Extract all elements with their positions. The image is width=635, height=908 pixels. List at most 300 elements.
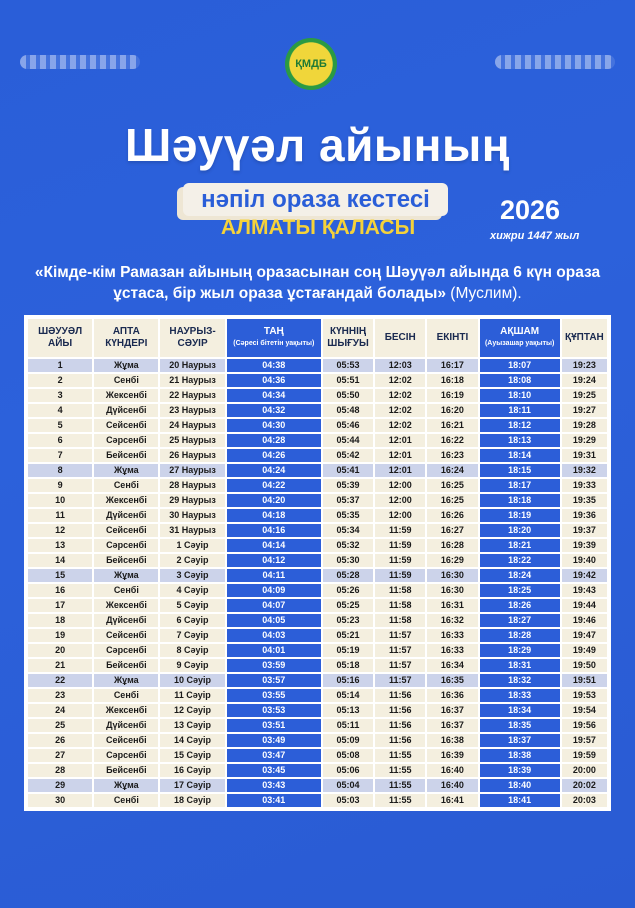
table-row: [28, 629, 607, 642]
cell-day: 17: [28, 599, 92, 612]
cell-weekday: Бейсенбі: [94, 764, 158, 777]
cell-kuptan: 19:31: [562, 449, 607, 462]
cell-kuptan: 19:39: [562, 539, 607, 552]
cell-sunrise: 05:41: [323, 464, 373, 477]
cell-aksham: 18:33: [480, 689, 560, 702]
cell-aksham: 18:37: [480, 734, 560, 747]
cell-weekday: Сейсенбі: [94, 734, 158, 747]
cell-ekinti: 16:34: [427, 659, 477, 672]
cell-day: 18: [28, 614, 92, 627]
cell-weekday: Жексенбі: [94, 494, 158, 507]
cell-day: 14: [28, 554, 92, 567]
cell-tan: 03:41: [227, 794, 321, 807]
cell-weekday: Дүйсенбі: [94, 719, 158, 732]
year: 2026: [500, 195, 561, 225]
cell-day: 4: [28, 404, 92, 417]
cell-aksham: 18:29: [480, 644, 560, 657]
cell-date: 9 Сәуір: [160, 659, 224, 672]
cell-kuptan: 19:36: [562, 509, 607, 522]
cell-besin: 12:01: [375, 449, 425, 462]
table-row: [28, 599, 607, 612]
cell-besin: 11:58: [375, 614, 425, 627]
cell-besin: 12:02: [375, 374, 425, 387]
cell-kuptan: 19:33: [562, 479, 607, 492]
cell-date: 3 Сәуір: [160, 569, 224, 582]
cell-sunrise: 05:23: [323, 614, 373, 627]
table-row: [28, 494, 607, 507]
cell-date: 2 Сәуір: [160, 554, 224, 567]
cell-kuptan: 19:57: [562, 734, 607, 747]
cell-ekinti: 16:40: [427, 764, 477, 777]
cell-aksham: 18:39: [480, 764, 560, 777]
cell-date: 14 Сәуір: [160, 734, 224, 747]
cell-besin: 11:56: [375, 734, 425, 747]
cell-date: 18 Сәуір: [160, 794, 224, 807]
quote-bold: «Кімде-кім Рамазан айының оразасынан соң Шәуүәл айында 6 күн ораза ұстаса, бір жыл ораза ұстағандай болады»: [34, 264, 601, 302]
table-row: [28, 374, 607, 387]
cell-weekday: Сенбі: [94, 794, 158, 807]
cell-ekinti: 16:17: [427, 359, 477, 372]
cell-weekday: Сейсенбі: [94, 419, 158, 432]
schedule-table: [26, 317, 609, 809]
cell-aksham: 18:38: [480, 749, 560, 762]
cell-day: 15: [28, 569, 92, 582]
cell-besin: 12:00: [375, 479, 425, 492]
cell-ekinti: 16:25: [427, 494, 477, 507]
table-row: [28, 584, 607, 597]
logo-text: ҚМДБ: [295, 57, 327, 70]
cell-weekday: Сенбі: [94, 479, 158, 492]
cell-day: 16: [28, 584, 92, 597]
cell-sunrise: 05:14: [323, 689, 373, 702]
cell-besin: 12:02: [375, 419, 425, 432]
cell-sunrise: 05:51: [323, 374, 373, 387]
cell-kuptan: 19:24: [562, 374, 607, 387]
cell-tan: 04:18: [227, 509, 321, 522]
table-row: [28, 509, 607, 522]
cell-ekinti: 16:40: [427, 779, 477, 792]
cell-sunrise: 05:46: [323, 419, 373, 432]
cell-sunrise: 05:42: [323, 449, 373, 462]
cell-date: 29 Наурыз: [160, 494, 224, 507]
cell-sunrise: 05:44: [323, 434, 373, 447]
cell-ekinti: 16:36: [427, 689, 477, 702]
cell-weekday: Жексенбі: [94, 389, 158, 402]
hadith-quote: [30, 262, 605, 304]
cell-aksham: 18:15: [480, 464, 560, 477]
cell-weekday: Жұма: [94, 569, 158, 582]
cell-tan: 04:34: [227, 389, 321, 402]
cell-date: 16 Сәуір: [160, 764, 224, 777]
cell-sunrise: 05:19: [323, 644, 373, 657]
header-row: [28, 319, 607, 357]
cell-weekday: Дүйсенбі: [94, 404, 158, 417]
cell-aksham: 18:31: [480, 659, 560, 672]
cell-aksham: 18:40: [480, 779, 560, 792]
cell-date: 20 Наурыз: [160, 359, 224, 372]
cell-day: 24: [28, 704, 92, 717]
cell-aksham: 18:22: [480, 554, 560, 567]
cell-date: 25 Наурыз: [160, 434, 224, 447]
cell-kuptan: 19:54: [562, 704, 607, 717]
cell-date: 10 Сәуір: [160, 674, 224, 687]
cell-sunrise: 05:39: [323, 479, 373, 492]
cell-kuptan: 19:32: [562, 464, 607, 477]
cell-sunrise: 05:26: [323, 584, 373, 597]
cell-sunrise: 05:37: [323, 494, 373, 507]
cell-kuptan: 20:03: [562, 794, 607, 807]
cell-besin: 11:58: [375, 599, 425, 612]
cell-sunrise: 05:11: [323, 719, 373, 732]
cell-kuptan: 19:46: [562, 614, 607, 627]
cell-date: 27 Наурыз: [160, 464, 224, 477]
header-date: НАУРЫЗ-СӘУІР: [160, 319, 224, 357]
cell-tan: 04:01: [227, 644, 321, 657]
cell-date: 8 Сәуір: [160, 644, 224, 657]
cell-tan: 04:24: [227, 464, 321, 477]
cell-ekinti: 16:31: [427, 599, 477, 612]
cell-ekinti: 16:33: [427, 629, 477, 642]
cell-date: 24 Наурыз: [160, 419, 224, 432]
cell-tan: 03:45: [227, 764, 321, 777]
cell-sunrise: 05:08: [323, 749, 373, 762]
cell-tan: 03:51: [227, 719, 321, 732]
quote-source: (Муслим).: [446, 285, 522, 302]
table-row: [28, 749, 607, 762]
cell-besin: 12:02: [375, 404, 425, 417]
header-tan: [227, 319, 321, 357]
cell-kuptan: 19:43: [562, 584, 607, 597]
cell-date: 5 Сәуір: [160, 599, 224, 612]
table-row: [28, 704, 607, 717]
cell-day: 27: [28, 749, 92, 762]
cell-weekday: Сәрсенбі: [94, 539, 158, 552]
cell-sunrise: 05:06: [323, 764, 373, 777]
cell-besin: 11:57: [375, 659, 425, 672]
cell-aksham: 18:24: [480, 569, 560, 582]
cell-day: 30: [28, 794, 92, 807]
cell-kuptan: 19:37: [562, 524, 607, 537]
cell-tan: 03:43: [227, 779, 321, 792]
table-row: [28, 734, 607, 747]
cell-sunrise: 05:35: [323, 509, 373, 522]
cell-ekinti: 16:37: [427, 704, 477, 717]
header-weekday: АПТА КҮНДЕРІ: [94, 319, 158, 357]
cell-aksham: 18:28: [480, 629, 560, 642]
cell-ekinti: 16:27: [427, 524, 477, 537]
cell-ekinti: 16:41: [427, 794, 477, 807]
cell-kuptan: 19:44: [562, 599, 607, 612]
cell-date: 13 Сәуір: [160, 719, 224, 732]
cell-kuptan: 19:23: [562, 359, 607, 372]
cell-besin: 12:02: [375, 389, 425, 402]
cell-tan: 03:57: [227, 674, 321, 687]
cell-kuptan: 19:59: [562, 749, 607, 762]
cell-day: 10: [28, 494, 92, 507]
cell-tan: 04:07: [227, 599, 321, 612]
cell-sunrise: 05:09: [323, 734, 373, 747]
cell-sunrise: 05:32: [323, 539, 373, 552]
cell-day: 25: [28, 719, 92, 732]
cell-ekinti: 16:37: [427, 719, 477, 732]
cell-day: 6: [28, 434, 92, 447]
cell-tan: 04:22: [227, 479, 321, 492]
cell-day: 23: [28, 689, 92, 702]
cell-day: 21: [28, 659, 92, 672]
cell-aksham: 18:10: [480, 389, 560, 402]
table-row: [28, 449, 607, 462]
table-row: [28, 689, 607, 702]
cell-besin: 12:00: [375, 494, 425, 507]
cell-ekinti: 16:32: [427, 614, 477, 627]
cell-tan: 04:20: [227, 494, 321, 507]
cell-day: 22: [28, 674, 92, 687]
cell-besin: 11:57: [375, 644, 425, 657]
cell-day: 3: [28, 389, 92, 402]
cell-aksham: 18:12: [480, 419, 560, 432]
table-row: [28, 764, 607, 777]
cell-aksham: 18:13: [480, 434, 560, 447]
cell-aksham: 18:35: [480, 719, 560, 732]
cell-aksham: 18:20: [480, 524, 560, 537]
table-row: [28, 554, 607, 567]
cell-weekday: Бейсенбі: [94, 554, 158, 567]
cell-date: 30 Наурыз: [160, 509, 224, 522]
cell-date: 23 Наурыз: [160, 404, 224, 417]
cell-tan: 03:55: [227, 689, 321, 702]
cell-sunrise: 05:28: [323, 569, 373, 582]
cell-ekinti: 16:20: [427, 404, 477, 417]
cell-besin: 11:55: [375, 749, 425, 762]
cell-weekday: Сәрсенбі: [94, 749, 158, 762]
header-aksham-label: АҚШАМ: [500, 326, 540, 337]
cell-kuptan: 19:42: [562, 569, 607, 582]
cell-weekday: Дүйсенбі: [94, 614, 158, 627]
cell-tan: 04:38: [227, 359, 321, 372]
cell-kuptan: 19:56: [562, 719, 607, 732]
cell-sunrise: 05:34: [323, 524, 373, 537]
cell-tan: 03:59: [227, 659, 321, 672]
cell-tan: 04:28: [227, 434, 321, 447]
cell-sunrise: 05:50: [323, 389, 373, 402]
cell-kuptan: 20:00: [562, 764, 607, 777]
schedule-table-wrapper: [24, 315, 611, 811]
cell-tan: 04:11: [227, 569, 321, 582]
cell-tan: 03:53: [227, 704, 321, 717]
cell-kuptan: 19:28: [562, 419, 607, 432]
ornament-right: [495, 55, 615, 69]
cell-ekinti: 16:19: [427, 389, 477, 402]
table-row: [28, 779, 607, 792]
cell-kuptan: 19:50: [562, 659, 607, 672]
cell-day: 12: [28, 524, 92, 537]
hijri-year: хижри 1447 жыл: [490, 230, 580, 242]
table-row: [28, 419, 607, 432]
cell-weekday: Жұма: [94, 674, 158, 687]
cell-date: 21 Наурыз: [160, 374, 224, 387]
cell-day: 5: [28, 419, 92, 432]
header-tan-label: ТАҢ: [263, 326, 284, 337]
cell-tan: 04:09: [227, 584, 321, 597]
header-aksham-sub: (Ауызашар уақыты): [484, 340, 555, 347]
cell-date: 31 Наурыз: [160, 524, 224, 537]
table-row: [28, 389, 607, 402]
header-kuptan: ҚҰПТАН: [562, 319, 607, 357]
cell-aksham: 18:19: [480, 509, 560, 522]
cell-tan: 04:32: [227, 404, 321, 417]
cell-ekinti: 16:26: [427, 509, 477, 522]
cell-kuptan: 20:02: [562, 779, 607, 792]
cell-kuptan: 19:29: [562, 434, 607, 447]
cell-ekinti: 16:23: [427, 449, 477, 462]
cell-day: 29: [28, 779, 92, 792]
table-row: [28, 479, 607, 492]
cell-besin: 11:59: [375, 524, 425, 537]
cell-besin: 11:55: [375, 794, 425, 807]
cell-kuptan: 19:35: [562, 494, 607, 507]
cell-aksham: 18:14: [480, 449, 560, 462]
cell-aksham: 18:08: [480, 374, 560, 387]
cell-besin: 12:03: [375, 359, 425, 372]
cell-date: 11 Сәуір: [160, 689, 224, 702]
cell-weekday: Жексенбі: [94, 599, 158, 612]
cell-date: 22 Наурыз: [160, 389, 224, 402]
cell-aksham: 18:32: [480, 674, 560, 687]
cell-ekinti: 16:30: [427, 584, 477, 597]
cell-ekinti: 16:21: [427, 419, 477, 432]
table-row: [28, 464, 607, 477]
cell-weekday: Бейсенбі: [94, 659, 158, 672]
cell-kuptan: 19:40: [562, 554, 607, 567]
cell-day: 11: [28, 509, 92, 522]
header-ekinti: ЕКІНТІ: [427, 319, 477, 357]
city-name: АЛМАТЫ ҚАЛАСЫ: [220, 216, 416, 239]
cell-weekday: Сенбі: [94, 584, 158, 597]
cell-sunrise: 05:48: [323, 404, 373, 417]
cell-ekinti: 16:28: [427, 539, 477, 552]
cell-day: 13: [28, 539, 92, 552]
cell-besin: 11:59: [375, 569, 425, 582]
subtitle: [183, 183, 448, 216]
cell-ekinti: 16:22: [427, 434, 477, 447]
table-row: [28, 659, 607, 672]
cell-tan: 04:26: [227, 449, 321, 462]
cell-date: 15 Сәуір: [160, 749, 224, 762]
cell-ekinti: 16:35: [427, 674, 477, 687]
cell-day: 2: [28, 374, 92, 387]
cell-day: 1: [28, 359, 92, 372]
header-sunrise: КҮННІҢ ШЫҒУЫ: [323, 319, 373, 357]
cell-aksham: 18:41: [480, 794, 560, 807]
cell-ekinti: 16:25: [427, 479, 477, 492]
cell-weekday: Жұма: [94, 464, 158, 477]
cell-besin: 11:56: [375, 689, 425, 702]
cell-besin: 11:57: [375, 674, 425, 687]
cell-weekday: Бейсенбі: [94, 449, 158, 462]
cell-date: 28 Наурыз: [160, 479, 224, 492]
cell-day: 7: [28, 449, 92, 462]
page-title: Шәуүәл айының: [124, 119, 511, 171]
header-day: ШӘУУӘЛ АЙЫ: [28, 319, 92, 357]
cell-weekday: Дүйсенбі: [94, 509, 158, 522]
cell-tan: 04:36: [227, 374, 321, 387]
table-row: [28, 614, 607, 627]
cell-besin: 12:01: [375, 464, 425, 477]
cell-tan: 04:14: [227, 539, 321, 552]
cell-kuptan: 19:53: [562, 689, 607, 702]
cell-besin: 12:01: [375, 434, 425, 447]
cell-weekday: Жексенбі: [94, 704, 158, 717]
cell-weekday: Сейсенбі: [94, 629, 158, 642]
cell-ekinti: 16:18: [427, 374, 477, 387]
header-aksham: [480, 319, 560, 357]
cell-kuptan: 19:49: [562, 644, 607, 657]
cell-day: 8: [28, 464, 92, 477]
ornament-left: [20, 55, 140, 69]
table-row: [28, 569, 607, 582]
cell-tan: 04:05: [227, 614, 321, 627]
cell-tan: 04:12: [227, 554, 321, 567]
cell-weekday: Сенбі: [94, 689, 158, 702]
cell-ekinti: 16:33: [427, 644, 477, 657]
cell-kuptan: 19:27: [562, 404, 607, 417]
cell-sunrise: 05:04: [323, 779, 373, 792]
cell-date: 12 Сәуір: [160, 704, 224, 717]
cell-aksham: 18:34: [480, 704, 560, 717]
header-besin: БЕСІН: [375, 319, 425, 357]
cell-day: 19: [28, 629, 92, 642]
cell-aksham: 18:11: [480, 404, 560, 417]
cell-aksham: 18:18: [480, 494, 560, 507]
cell-day: 26: [28, 734, 92, 747]
cell-aksham: 18:25: [480, 584, 560, 597]
cell-ekinti: 16:39: [427, 749, 477, 762]
cell-ekinti: 16:29: [427, 554, 477, 567]
cell-sunrise: 05:16: [323, 674, 373, 687]
cell-tan: 04:30: [227, 419, 321, 432]
cell-day: 20: [28, 644, 92, 657]
cell-aksham: 18:07: [480, 359, 560, 372]
cell-sunrise: 05:53: [323, 359, 373, 372]
cell-besin: 12:00: [375, 509, 425, 522]
cell-date: 6 Сәуір: [160, 614, 224, 627]
cell-kuptan: 19:47: [562, 629, 607, 642]
cell-ekinti: 16:24: [427, 464, 477, 477]
table-row: [28, 794, 607, 807]
subtitle-text: нәпіл ораза кестесі: [201, 185, 430, 213]
cell-besin: 11:55: [375, 764, 425, 777]
cell-besin: 11:56: [375, 704, 425, 717]
cell-besin: 11:57: [375, 629, 425, 642]
table-row: [28, 434, 607, 447]
cell-sunrise: 05:30: [323, 554, 373, 567]
cell-kuptan: 19:51: [562, 674, 607, 687]
table-row: [28, 524, 607, 537]
cell-date: 26 Наурыз: [160, 449, 224, 462]
table-row: [28, 719, 607, 732]
logo-icon: [285, 38, 337, 90]
cell-besin: 11:58: [375, 584, 425, 597]
cell-aksham: 18:26: [480, 599, 560, 612]
cell-weekday: Сәрсенбі: [94, 434, 158, 447]
cell-day: 28: [28, 764, 92, 777]
cell-ekinti: 16:38: [427, 734, 477, 747]
cell-date: 7 Сәуір: [160, 629, 224, 642]
cell-weekday: Жұма: [94, 359, 158, 372]
table-row: [28, 404, 607, 417]
header-tan-sub: (Сәресі бітетін уақыты): [233, 340, 315, 347]
cell-kuptan: 19:25: [562, 389, 607, 402]
